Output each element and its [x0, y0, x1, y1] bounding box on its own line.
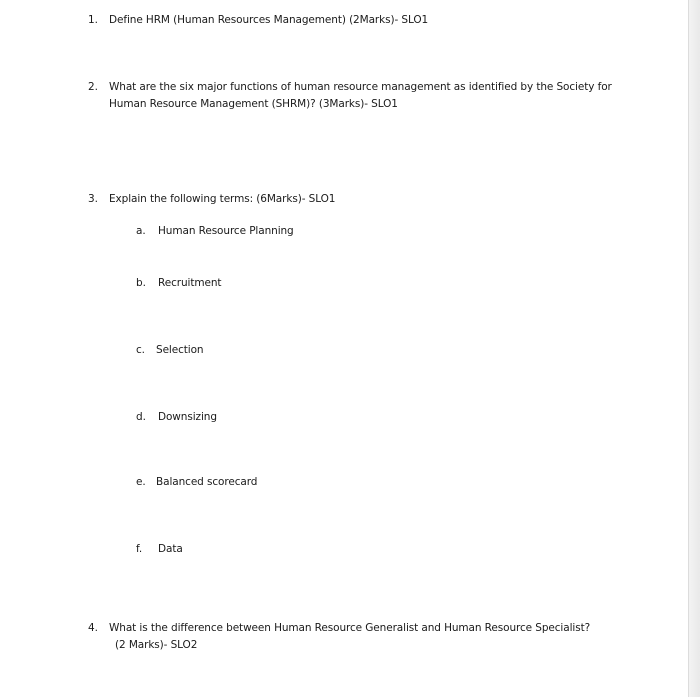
item-letter: b. — [136, 277, 146, 289]
question-2-text-line2: Human Resource Management (SHRM)? (3Marks)- SLO1 — [109, 98, 398, 110]
question-3-text: Explain the following terms: (6Marks)- SLO1 — [109, 193, 336, 205]
item-text: Human Resource Planning — [158, 225, 294, 237]
item-letter: e. — [136, 476, 146, 488]
item-text: Data — [158, 543, 183, 555]
question-4-number: 4. — [88, 622, 98, 634]
item-text: Balanced scorecard — [156, 476, 258, 488]
item-text: Selection — [156, 344, 204, 356]
item-letter: c. — [136, 344, 145, 356]
page-edge-shadow — [688, 0, 700, 697]
item-letter: a. — [136, 225, 146, 237]
question-4-text-line1: What is the difference between Human Resource Generalist and Human Resource Specialist? — [109, 622, 591, 634]
question-3-number: 3. — [88, 193, 98, 205]
question-1-text: Define HRM (Human Resources Management) (2Marks)- SLO1 — [109, 14, 429, 26]
item-letter: f. — [136, 543, 143, 555]
question-1-number: 1. — [88, 14, 98, 26]
item-letter: d. — [136, 411, 146, 423]
item-text: Recruitment — [158, 277, 222, 289]
question-4-text-line2: (2 Marks)- SLO2 — [115, 639, 198, 651]
item-text: Downsizing — [158, 411, 217, 423]
question-2-number: 2. — [88, 81, 98, 93]
question-2-text-line1: What are the six major functions of human resource management as identified by the Society for — [109, 81, 612, 93]
